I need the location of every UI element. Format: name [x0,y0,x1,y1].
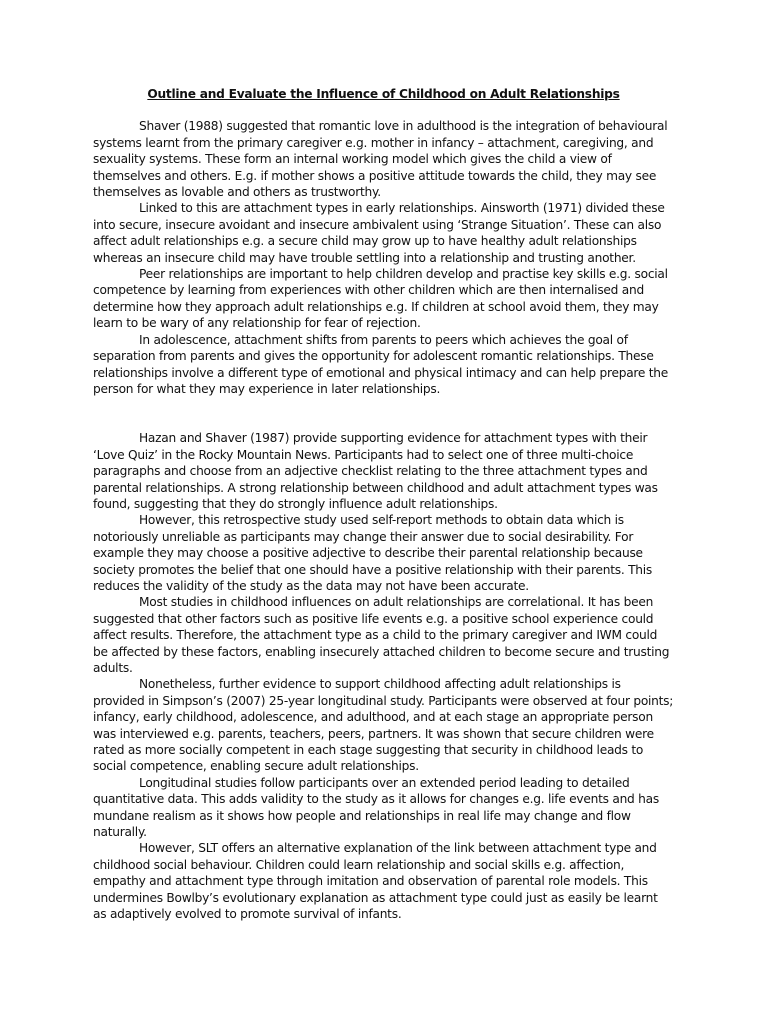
section-gap [93,397,674,430]
paragraph-correlational: Most studies in childhood influences on adult relationships are correlational. It has been suggested that other factors such as positive life events e.g. a positive school experience could affect results. Therefore, the attachment type as a child to the primary caregiver and IWM could be affected by these factors, enabling insecurely attached children to become secure and trusting adults. [93,595,670,675]
paragraph-simpson: Nonetheless, further evidence to support childhood affecting adult relationships is provided in Simpson’s (2007) 25-year longitudinal study. Participants were observed at four points; infancy, early childhood, adolescence, and adulthood, and at each stage an appropriate person was interviewed e.g. parents, teachers, peers, partners. It was shown that secure children were rated as more socially competent in each stage suggesting that security in childhood leads to social competence, enabling secure adult relationships. [93,677,674,774]
paragraph-slt: However, SLT offers an alternative explanation of the link between attachment type and childhood social behaviour. Children could learn relationship and social skills e.g. affection, empathy and attachment type through imitation and observation of parental role models. This undermines Bowlby’s evolutionary explanation as attachment type could just as easily be learnt as adaptively evolved to promote survival of infants. [93,841,658,922]
essay-body [93,86,674,923]
paragraph-retrospective-critique: However, this retrospective study used self-report methods to obtain data which is notoriously unreliable as participants may change their answer due to social desirability. For example they may choose a positive adjective to describe their parental relationship because society promotes the belief that one should have a positive relationship with their parents. This reduces the validity of the study as the data may not have been accurate. [93,513,653,593]
paragraph-shaver: Shaver (1988) suggested that romantic love in adulthood is the integration of behavioural systems learnt from the primary caregiver e.g. mother in infancy – attachment, caregiving, and sexuality systems. These form an internal working model which gives the child a view of themselves and others. E.g. if mother shows a positive attitude towards the child, they may see themselves as lovable and others as trustworthy. [93,119,668,200]
paragraph-adolescence: In adolescence, attachment shifts from parents to peers which achieves the goal of separation from parents and gives the opportunity for adolescent romantic relationships. These relationships involve a different type of emotional and physical intimacy and can help prepare the person for what they may experience in later relationships. [93,332,669,396]
paragraph-hazan-shaver: Hazan and Shaver (1987) provide supporting evidence for attachment types with their ‘Love Quiz’ in the Rocky Mountain News. Participants had to select one of three multi-choice paragraphs and choose from an adjective checklist relating to the three attachment types and parental relationships. A strong relationship between childhood and adult attachment types was found, suggesting that they do strongly influence adult relationships. [93,431,658,511]
paragraph-attachment-types: Linked to this are attachment types in early relationships. Ainsworth (1971) divided these into secure, insecure avoidant and insecure ambivalent using ‘Strange Situation’. These can also affect adult relationships e.g. a secure child may grow up to have healthy adult relationships whereas an insecure child may have trouble settling into a relationship and trusting another. [93,201,665,265]
paragraph-longitudinal: Longitudinal studies follow participants over an extended period leading to detailed quantitative data. This adds validity to the study as it allows for changes e.g. life events and has mundane realism as it shows how people and relationships in real life may change and flow naturally. [93,775,659,840]
paragraph-peer-relationships: Peer relationships are important to help children develop and practise key skills e.g. social competence by learning from experiences with other children which are then internalised and determine how they approach adult relationships e.g. If children at school avoid them, they may learn to be wary of any relationship for fear of rejection. [93,267,668,331]
essay-title: Outline and Evaluate the Influence of Childhood on Adult Relationships [147,87,620,101]
